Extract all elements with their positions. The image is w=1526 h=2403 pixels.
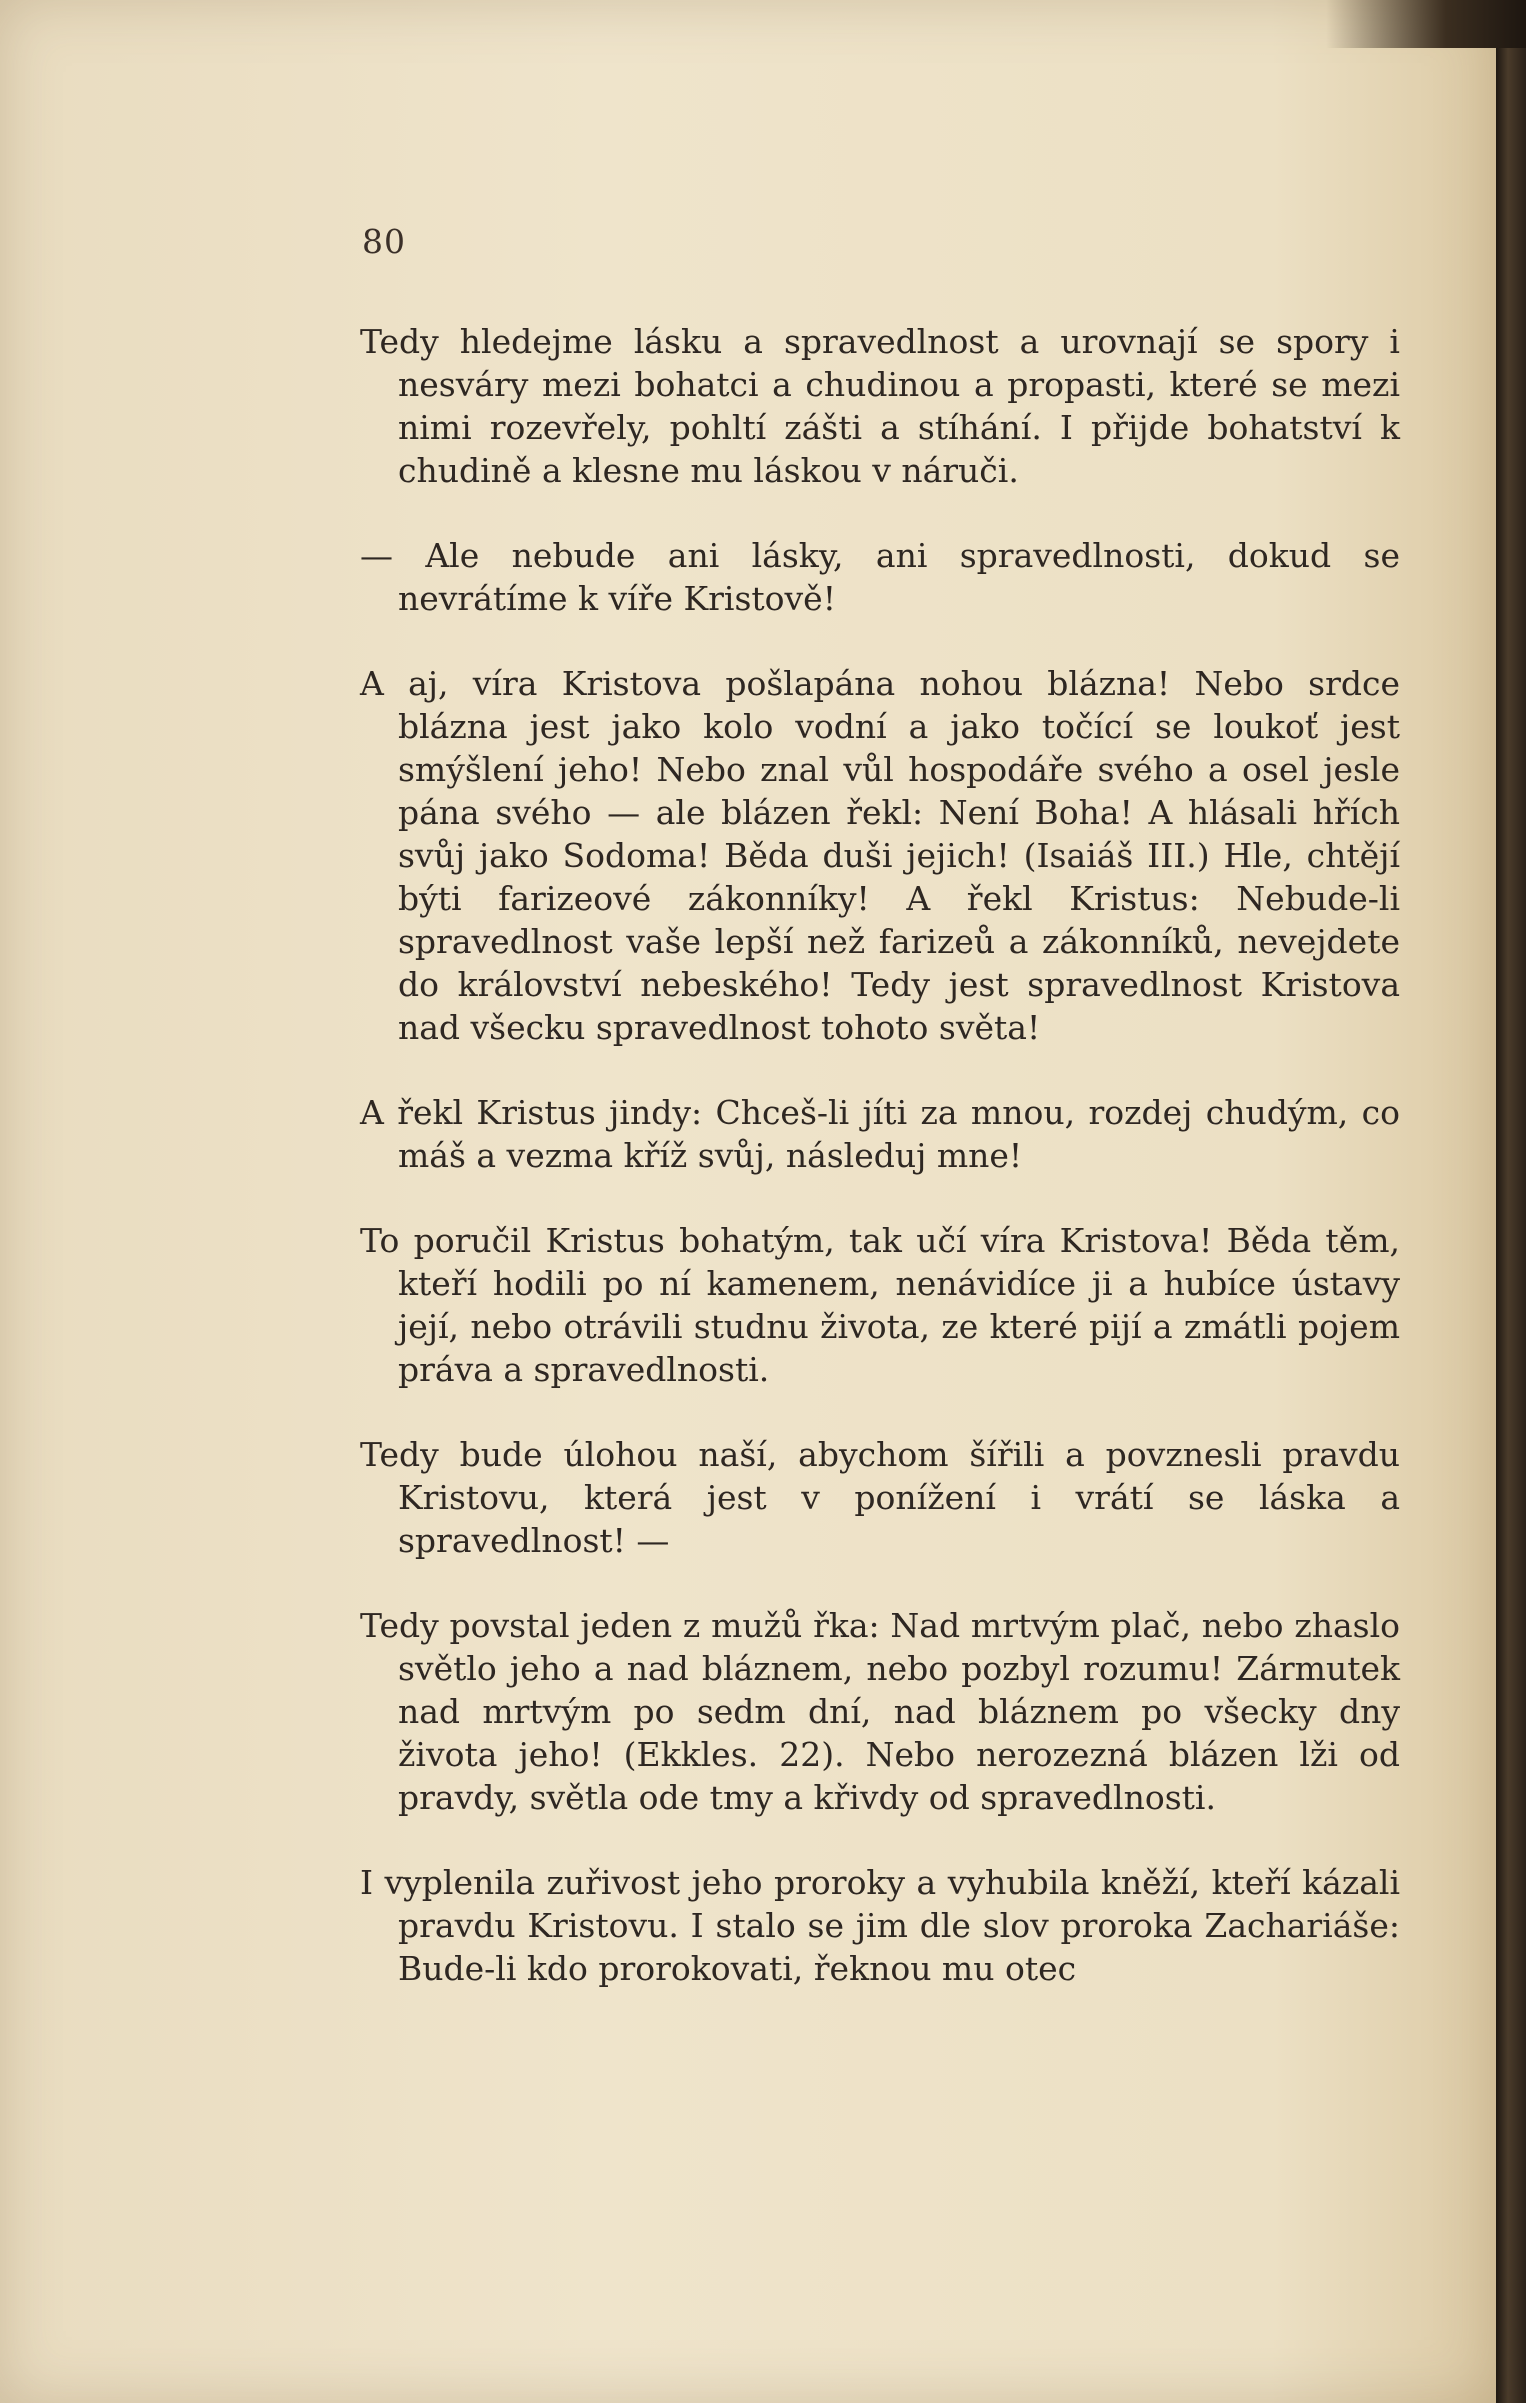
paragraph-2: — Ale nebude ani lásky, ani spravedlnosti, dokud se nevrátíme k víře Kristově! xyxy=(360,536,1400,618)
paragraph-6: Tedy bude úlohou naší, abychom šířili a povznesli pravdu Kristovu, která jest v ponížení i vrátí se láska a spravedlnost! — xyxy=(360,1435,1400,1560)
paragraph-4: A řekl Kristus jindy: Chceš-li jíti za mnou, rozdej chudým, co máš a vezma kříž svůj, následuj mne! xyxy=(360,1093,1400,1175)
paragraph-5: To poručil Kristus bohatým, tak učí víra Kristova! Běda těm, kteří hodili po ní kamenem, nenávidíce ji a hubíce ústavy její, nebo otrávili studnu života, ze které pijí a zmátli pojem práva a spravedlnosti. xyxy=(360,1221,1400,1389)
book-binding-edge xyxy=(1496,0,1526,2403)
paragraph-8: I vyplenila zuřivost jeho proroky a vyhubila kněží, kteří kázali pravdu Kristovu. I stalo se jim dle slov proroka Zachariáše: Bude-li kdo prorokovati, řeknou mu otec xyxy=(360,1863,1400,1988)
body-text xyxy=(360,320,1400,2032)
paragraph-1: Tedy hledejme lásku a spravedlnost a urovnají se spory i nesváry mezi bohatci a chudinou a propasti, které se mezi nimi rozevřely, pohltí zášti a stíhání. I přijde bohatství k chudině a klesne mu láskou v náruči. xyxy=(360,322,1400,490)
paragraph-7: Tedy povstal jeden z mužů řka: Nad mrtvým plač, nebo zhaslo světlo jeho a nad bláznem, nebo pozbyl rozumu! Zármutek nad mrtvým po sedm dní, nad bláznem po všecky dny života jeho! (Ekkles. 22). Nebo nerozezná blázen lži od pravdy, světla ode tmy a křivdy od spravedlnosti. xyxy=(360,1606,1400,1817)
page-number: 80 xyxy=(362,222,406,261)
book-corner-shadow xyxy=(1326,0,1526,48)
paragraph-3: A aj, víra Kristova pošlapána nohou blázna! Nebo srdce blázna jest jako kolo vodní a jako točící se loukoť jest smýšlení jeho! Nebo znal vůl hospodáře svého a osel jesle pána svého — ale blázen řekl: Není Boha! A hlásali hřích svůj jako Sodoma! Běda duši jejich! (Isaiáš III.) Hle, chtějí býti farizeové zákonníky! A řekl Kristus: Nebude-li spravedlnost vaše lepší než farizeů a zákonníků, nevejdete do království nebeského! Tedy jest spravedlnost Kristova nad všecku spravedlnost tohoto světa! xyxy=(360,664,1400,1047)
